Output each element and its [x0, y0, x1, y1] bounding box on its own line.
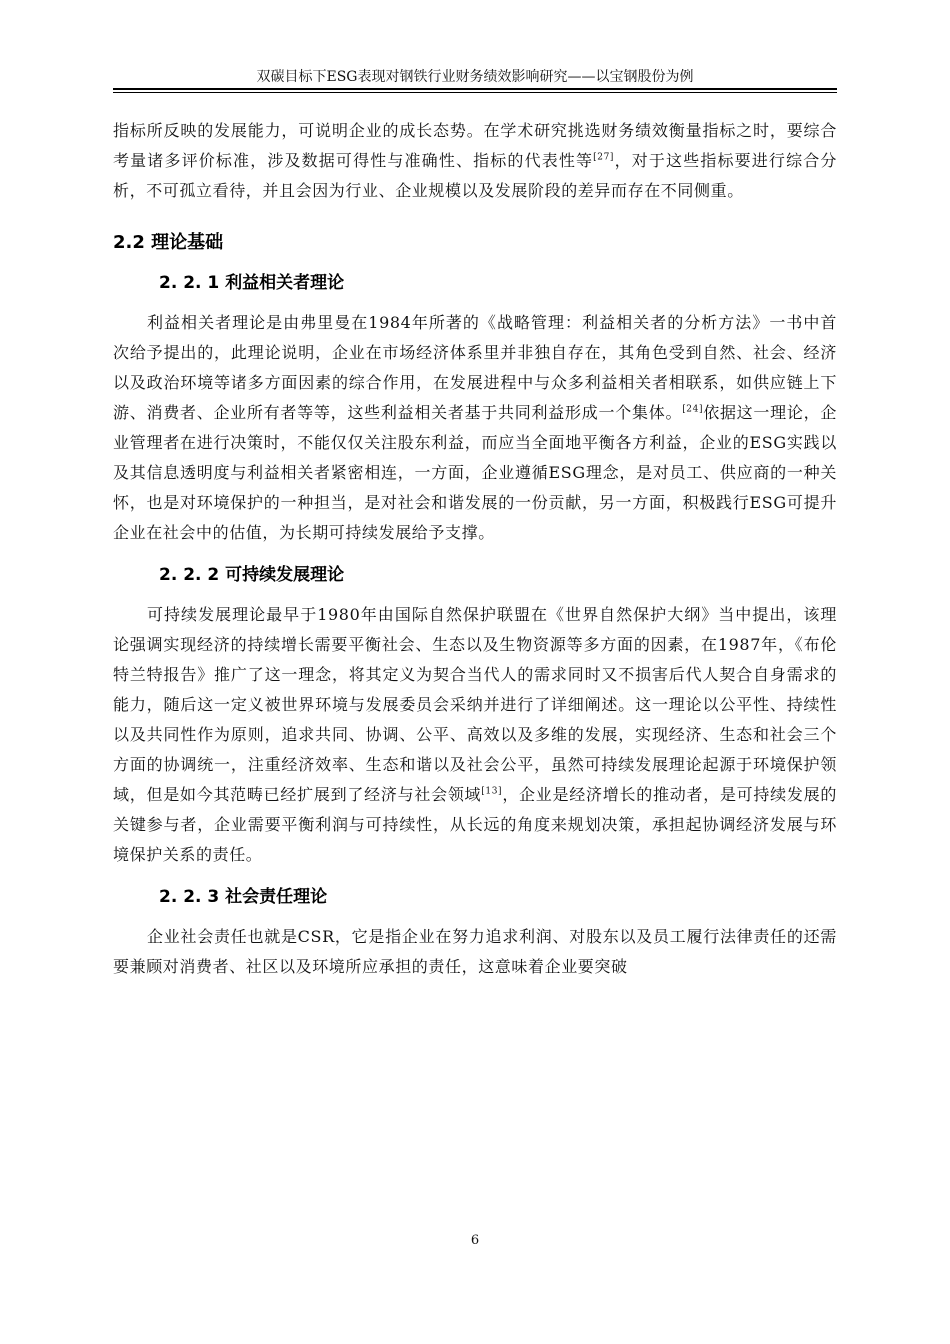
running-header: 双碳目标下ESG表现对钢铁行业财务绩效影响研究——以宝钢股份为例	[256, 69, 694, 85]
citation-24: [24]	[682, 404, 704, 415]
citation-27: [27]	[593, 152, 615, 163]
sustainability-theory-paragraph	[113, 600, 837, 870]
intro-text-2: ，对于这些指标要进行综合分析，不可孤立看待，并且会因为行业、企业规模以及发展阶段的差异而存在不同侧重。	[113, 151, 837, 200]
stakeholder-text-1: 利益相关者理论是由弗里曼在1984年所著的《战略管理：利益相关者的分析方法》一书中首次给予提出的，此理论说明，企业在市场经济体系里并非独自存在，其角色受到自然、社会、经济以及政治环境等诸多方面因素的综合作用，在发展进程中与众多利益相关者相联系，如供应链上下游、消费者、企业所有者等等，这些利益相关者基于共同利益形成一个集体。	[113, 313, 837, 422]
section-heading-2-2-1: 2. 2. 1 利益相关者理论	[159, 273, 345, 293]
header-rule-thin	[113, 92, 837, 93]
sustainability-text-1: 可持续发展理论最早于1980年由国际自然保护联盟在《世界自然保护大纲》当中提出，该理论强调实现经济的持续增长需要平衡社会、生态以及生物资源等多方面的因素，在1987年，《布伦特兰特报告》推广了这一理念，将其定义为契合当代人的需求同时又不损害后代人契合自身需求的能力，随后这一定义被世界环境与发展委员会采纳并进行了详细阐述。这一理论以公平性、持续性以及共同性作为原则，追求共同、协调、公平、高效以及多维的发展，实现经济、生态和社会三个方面的协调统一，注重经济效率、生态和谐以及社会公平，虽然可持续发展理论起源于环境保护领域，但是如今其范畴已经扩展到了经济与社会领域	[113, 605, 837, 804]
page-number: 6	[470, 1233, 480, 1248]
sustainability-text-2: ，企业是经济增长的推动者，是可持续发展的关键参与者，企业需要平衡利润与可持续性，从长远的角度来规划决策，承担起协调经济发展与环境保护关系的责任。	[113, 785, 837, 864]
csr-text-1: 企业社会责任也就是CSR，它是指企业在努力追求利润、对股东以及员工履行法律责任的还需要兼顾对消费者、社区以及环境所应承担的责任，这意味着企业要突破	[113, 927, 837, 976]
intro-paragraph	[113, 116, 837, 206]
section-heading-2-2-2: 2. 2. 2 可持续发展理论	[159, 565, 345, 585]
intro-text-1: 指标所反映的发展能力，可说明企业的成长态势。在学术研究挑选财务绩效衡量指标之时，要综合考量诸多评价标准，涉及数据可得性与准确性、指标的代表性等	[113, 121, 837, 170]
section-heading-2-2: 2.2 理论基础	[113, 232, 224, 253]
stakeholder-theory-paragraph	[113, 308, 837, 548]
csr-theory-paragraph	[113, 922, 837, 982]
header-rule-thick	[113, 88, 837, 90]
stakeholder-text-2: 依据这一理论，企业管理者在进行决策时，不能仅仅关注股东利益，而应当全面地平衡各方利益，企业的ESG实践以及其信息透明度与利益相关者紧密相连，一方面，企业遵循ESG理念，是对员工、供应商的一种关怀，也是对环境保护的一种担当，是对社会和谐发展的一份贡献，另一方面，积极践行ESG可提升企业在社会中的估值，为长期可持续发展给予支撑。	[113, 403, 837, 542]
citation-13: [13]	[481, 786, 503, 797]
section-heading-2-2-3: 2. 2. 3 社会责任理论	[159, 887, 328, 907]
main-content	[113, 116, 837, 982]
